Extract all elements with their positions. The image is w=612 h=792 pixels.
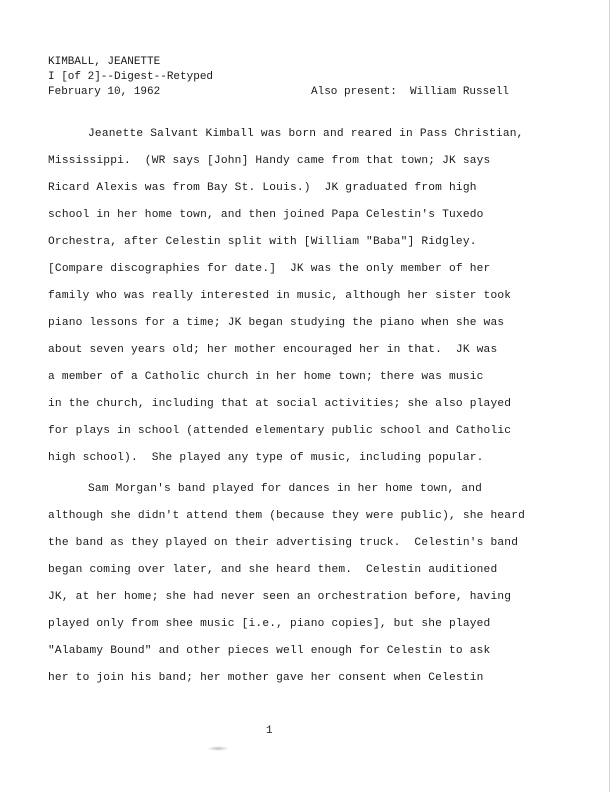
body-line: although she didn't attend them (because they were public), she heard — [48, 510, 526, 522]
body-line: Orchestra, after Celestin split with [William "Baba"] Ridgley. — [48, 236, 477, 248]
body-line: her to join his band; her mother gave her consent when Celestin — [48, 672, 484, 684]
page-number: 1 — [266, 725, 273, 737]
header-also-present: Also present: William Russell — [311, 86, 510, 98]
body-line: school in her home town, and then joined Papa Celestin's Tuxedo — [48, 209, 484, 221]
body-line: the band as they played on their advertising truck. Celestin's band — [48, 537, 519, 549]
body-line: began coming over later, and she heard them. Celestin auditioned — [48, 564, 498, 576]
body-line: Ricard Alexis was from Bay St. Louis.) JK graduated from high — [48, 182, 477, 194]
header-date: February 10, 1962 — [48, 86, 161, 98]
body-line: Mississippi. (WR says [John] Handy came from that town; JK says — [48, 155, 491, 167]
body-line: JK, at her home; she had never seen an orchestration before, having — [48, 591, 512, 603]
body-line: piano lessons for a time; JK began studying the piano when she was — [48, 317, 505, 329]
scan-edge-line — [609, 0, 610, 792]
body-line: played only from shee music [i.e., piano copies], but she played — [48, 618, 491, 630]
body-line: in the church, including that at social activities; she also played — [48, 398, 512, 410]
body-line: family who was really interested in music, although her sister took — [48, 290, 512, 302]
body-line: Sam Morgan's band played for dances in her home town, and — [88, 483, 483, 495]
body-line: high school). She played any type of music, including popular. — [48, 452, 484, 464]
body-line: a member of a Catholic church in her home town; there was music — [48, 371, 484, 383]
body-line: for plays in school (attended elementary public school and Catholic — [48, 425, 512, 437]
body-line: about seven years old; her mother encouraged her in that. JK was — [48, 344, 498, 356]
body-line: Jeanette Salvant Kimball was born and reared in Pass Christian, — [88, 128, 524, 140]
header-name: KIMBALL, JEANETTE — [48, 56, 161, 68]
body-line: "Alabamy Bound" and other pieces well enough for Celestin to ask — [48, 645, 491, 657]
body-line: [Compare discographies for date.] JK was the only member of her — [48, 263, 491, 275]
header-reel: I [of 2]--Digest--Retyped — [48, 71, 214, 83]
scan-smudge — [207, 746, 229, 751]
